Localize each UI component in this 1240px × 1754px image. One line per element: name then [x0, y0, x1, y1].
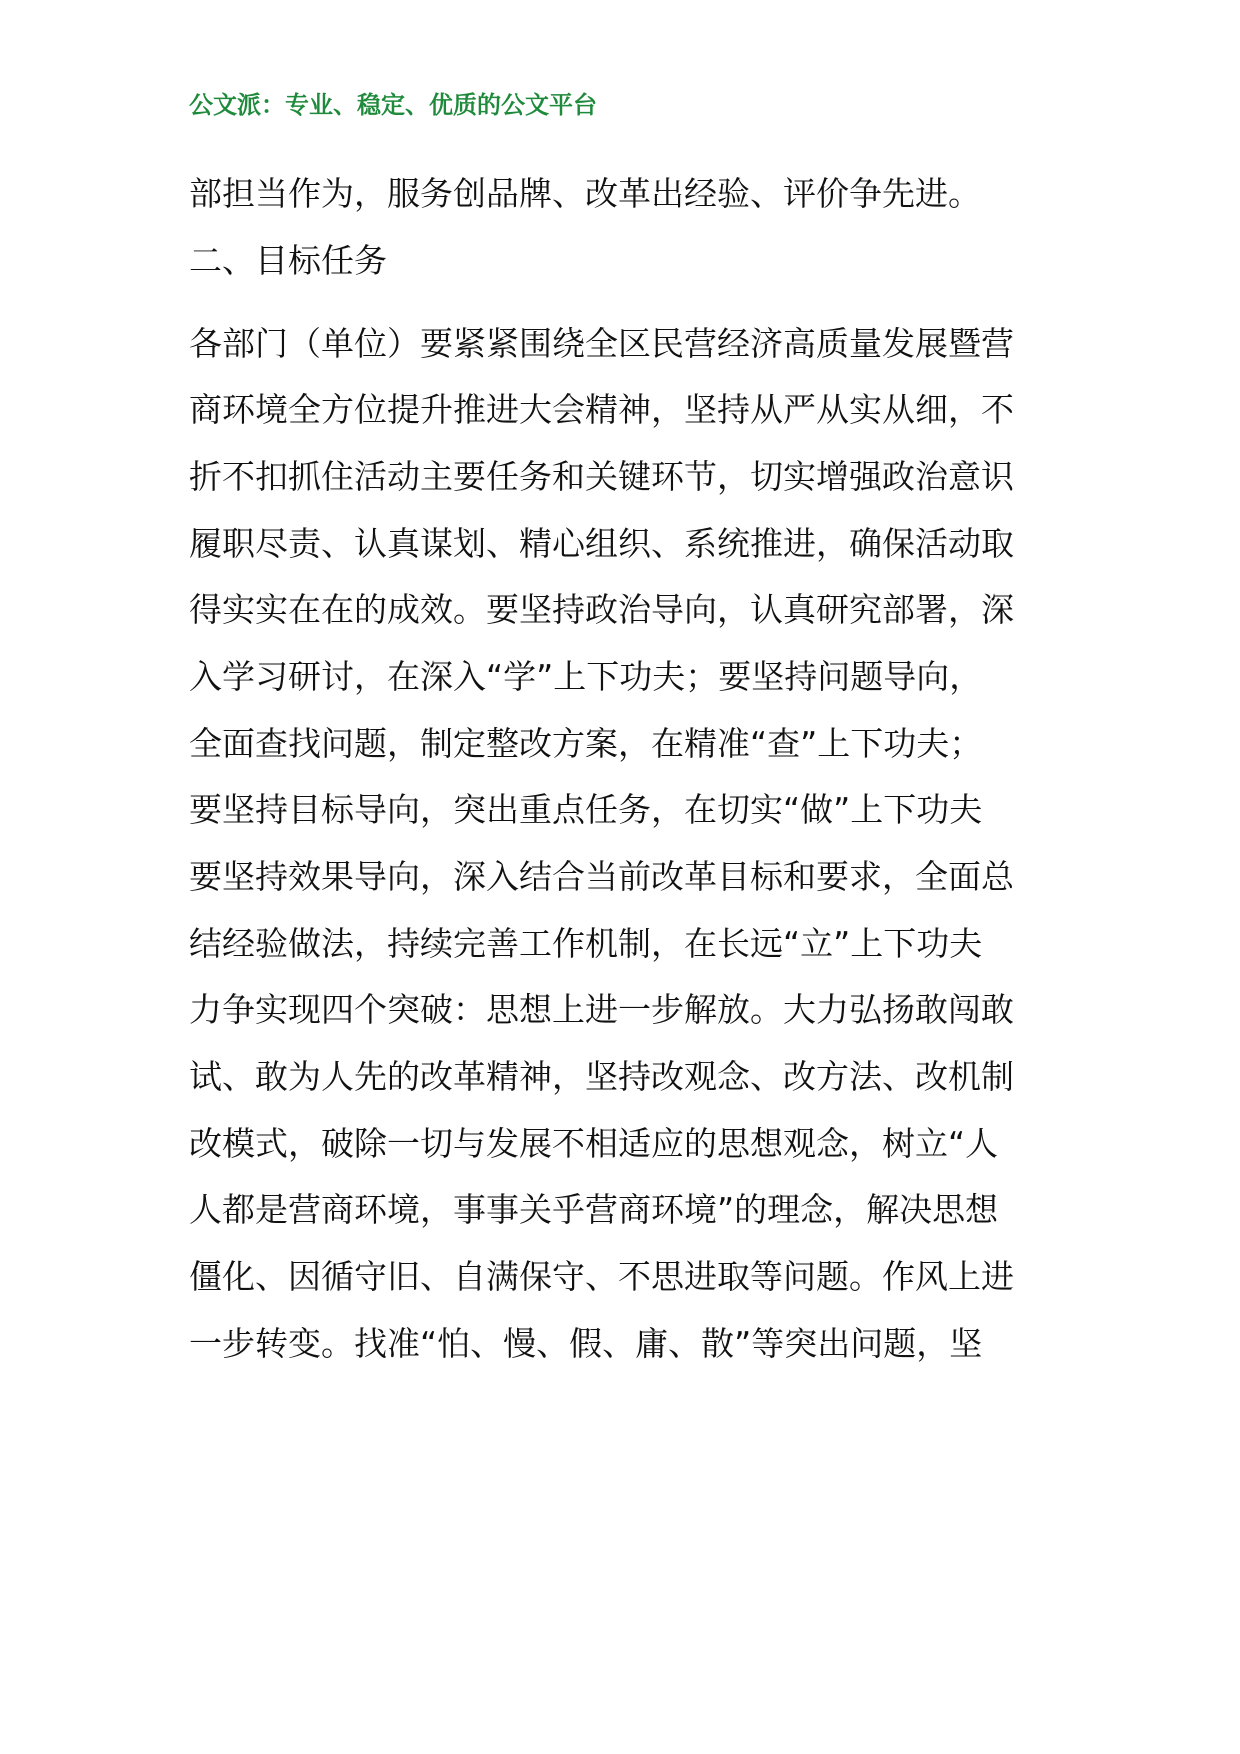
body-line-11: 结经验做法，持续完善工作机制，在长远“立”上下功夫 — [189, 924, 983, 963]
header-slogan: 公文派：专业、稳定、优质的公文平台 — [189, 91, 597, 119]
body-line-13: 试、敢为人先的改革精神，坚持改观念、改方法、改机制 — [189, 1057, 1014, 1096]
body-line-12: 力争实现四个突破：思想上进一步解放。大力弘扬敢闯敢 — [189, 990, 1014, 1029]
body-line-6: 得实实在在的成效。要坚持政治导向，认真研究部署，深 — [189, 590, 1014, 629]
body-line-4: 折不扣抓住活动主要任务和关键环节，切实增强政治意识 — [189, 457, 1014, 496]
body-line-17: 一步转变。找准“怕、慢、假、庸、散”等突出问题，坚 — [189, 1324, 983, 1363]
body-line-10: 要坚持效果导向，深入结合当前改革目标和要求，全面总 — [189, 857, 1014, 896]
body-line-7: 入学习研讨，在深入“学”上下功夫；要坚持问题导向， — [189, 657, 983, 696]
body-line-5: 履职尽责、认真谋划、精心组织、系统推进，确保活动取 — [189, 524, 1014, 563]
body-line-1: 部担当作为，服务创品牌、改革出经验、评价争先进。 — [189, 174, 981, 213]
section-heading: 二、目标任务 — [189, 241, 387, 280]
body-line-3: 商环境全方位提升推进大会精神，坚持从严从实从细，不 — [189, 390, 1014, 429]
body-line-16: 僵化、因循守旧、自满保守、不思进取等问题。作风上进 — [189, 1257, 1014, 1296]
body-line-14: 改模式，破除一切与发展不相适应的思想观念，树立“人 — [189, 1124, 999, 1163]
body-line-15: 人都是营商环境，事事关乎营商环境”的理念，解决思想 — [189, 1190, 999, 1229]
body-line-8: 全面查找问题，制定整改方案，在精准“查”上下功夫； — [189, 724, 983, 763]
body-line-9: 要坚持目标导向，突出重点任务，在切实“做”上下功夫 — [189, 790, 983, 829]
body-line-2: 各部门（单位）要紧紧围绕全区民营经济高质量发展暨营 — [189, 324, 1014, 363]
